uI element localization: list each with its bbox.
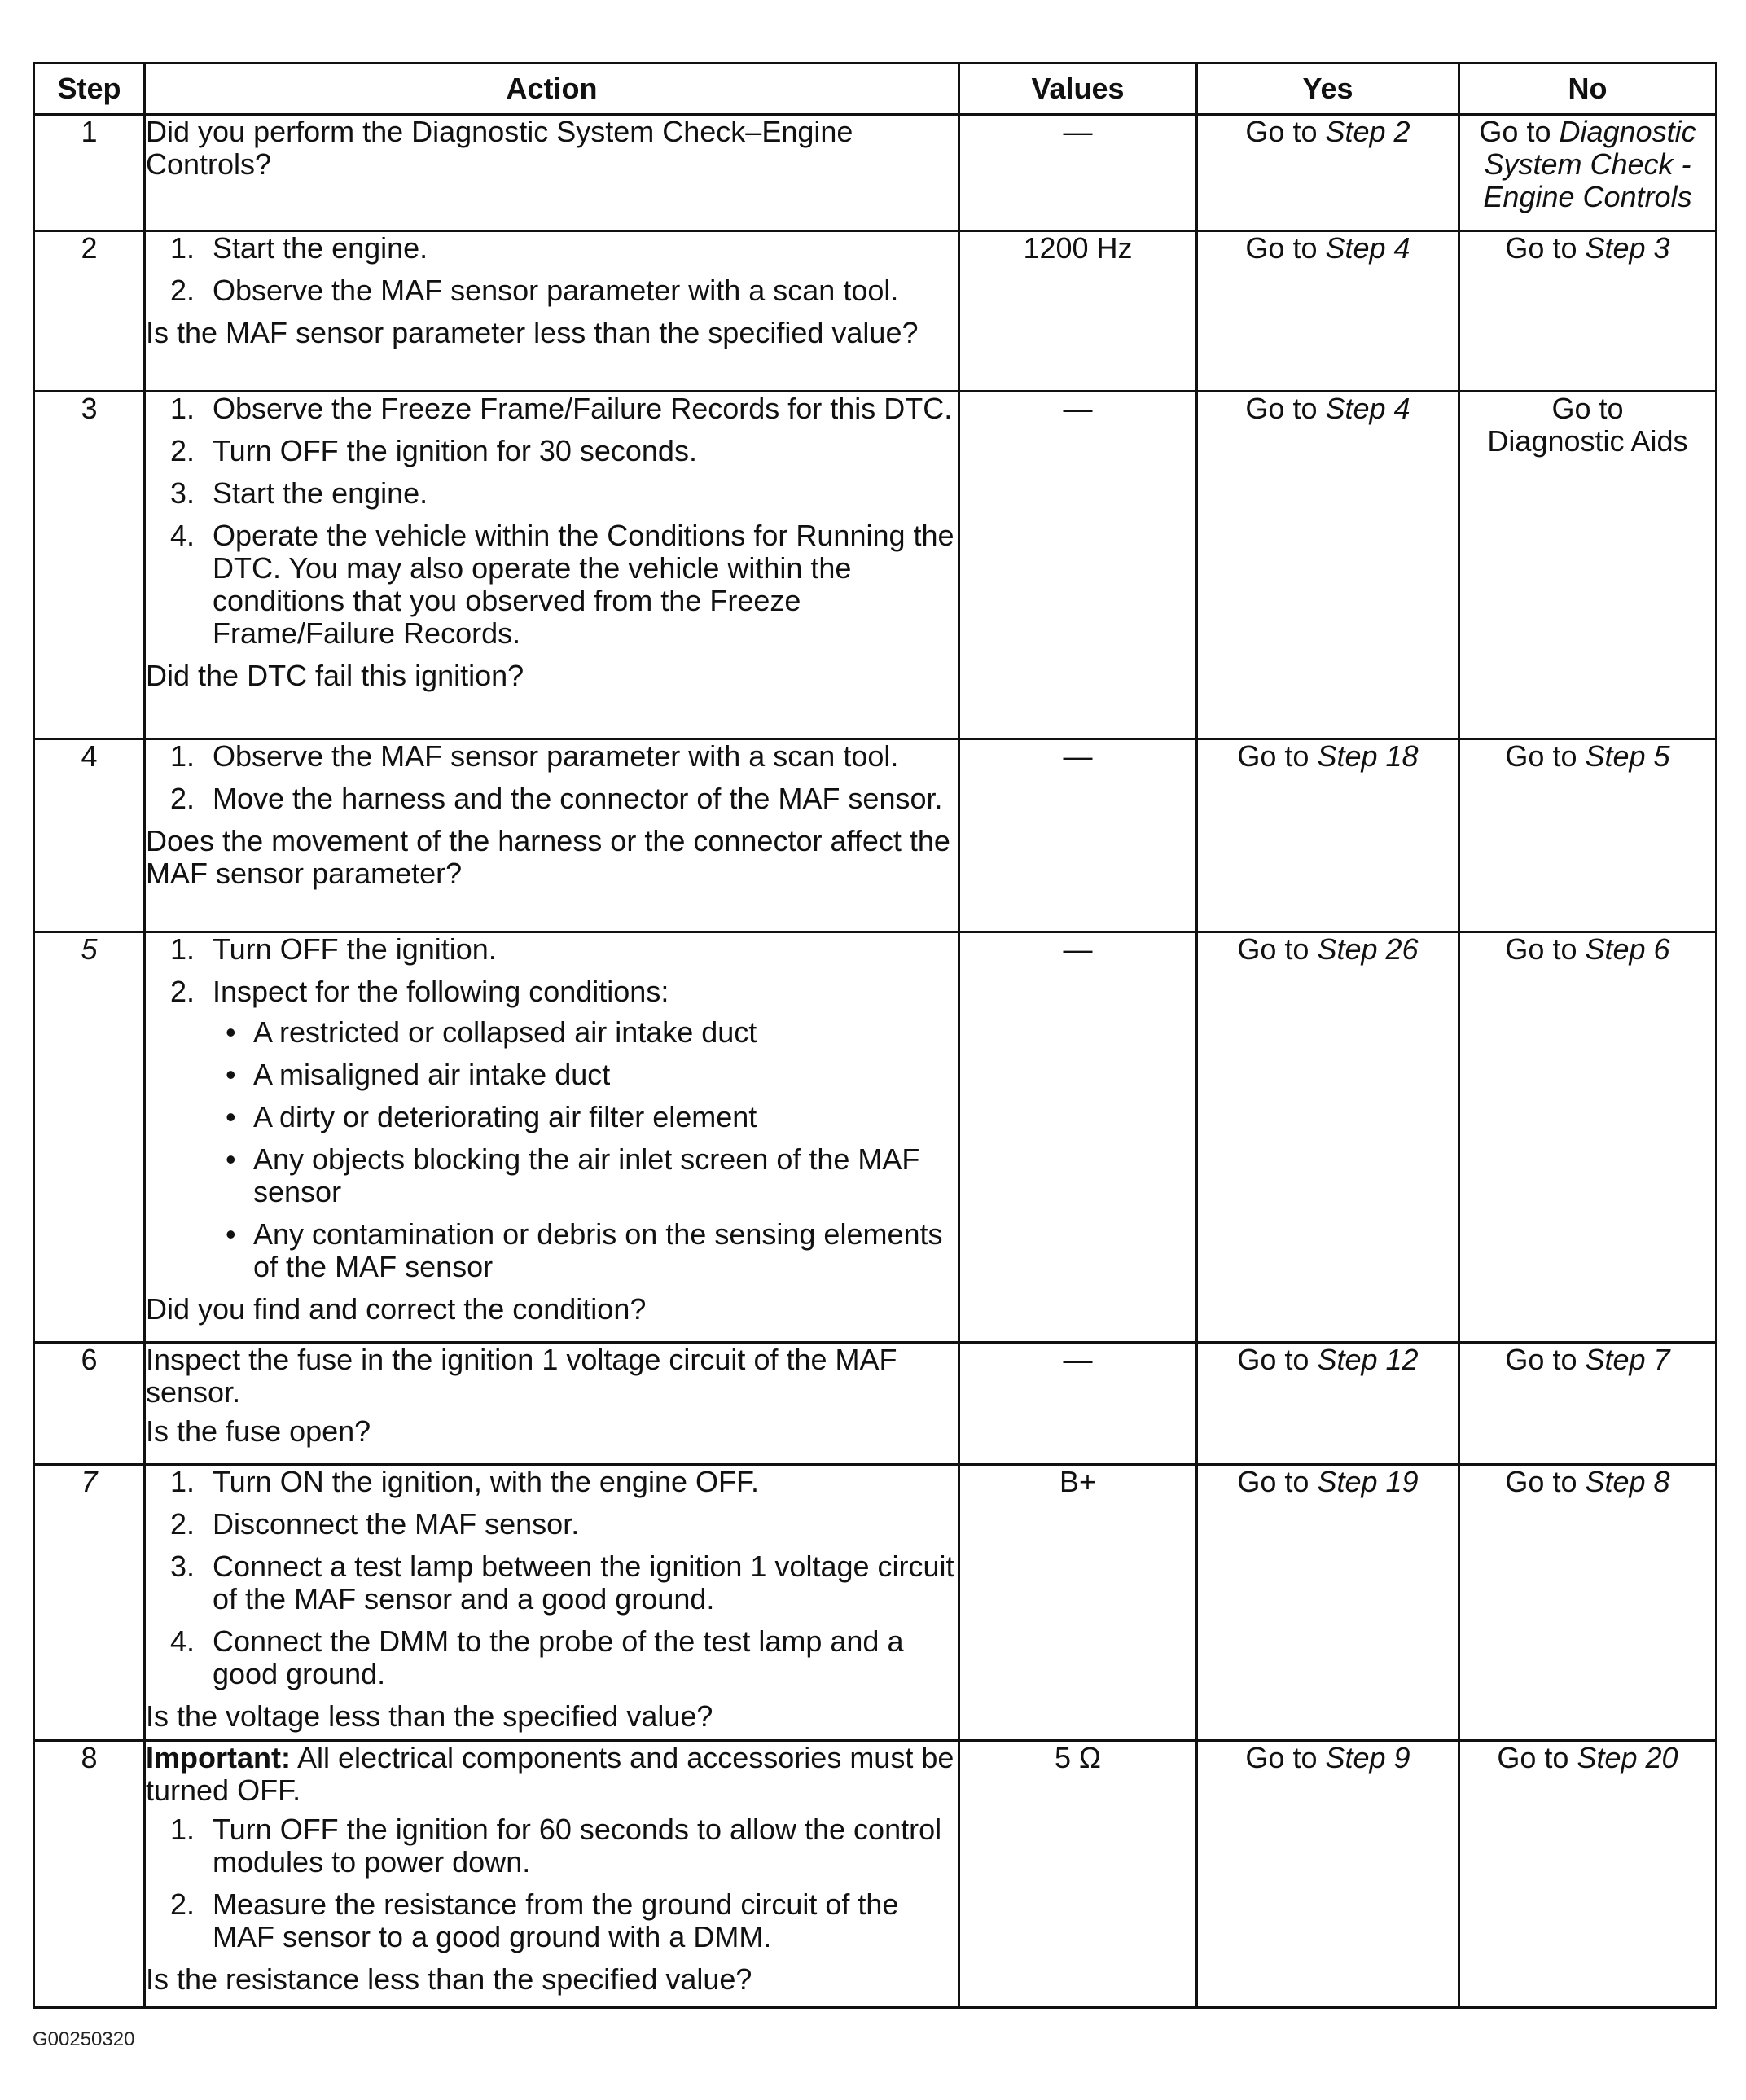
header-action: Action [145, 64, 959, 115]
action-step-text: Start the engine. [213, 476, 428, 510]
goto-target: Diagnostic System Check - Engine Controls [1483, 115, 1696, 213]
goto-target: Step 4 [1325, 231, 1410, 265]
action-step: 2. Inspect for the following conditions: • A restricted or collapsed air intake duct • A misaligned air intake duct • A dirty or deteriorating air filter element • Any objects blocking the air inlet screen of the MAF sensor • Any contamination or debris on the sensing elements of the MAF sensor [146, 975, 958, 1283]
goto-prefix: Go to [1505, 932, 1586, 966]
value-cell: — [959, 932, 1197, 1343]
diagnostic-table [33, 62, 1717, 2009]
yes-cell [1197, 1741, 1459, 2008]
goto-prefix: Go to [1479, 115, 1560, 148]
goto-prefix: Go to [1245, 392, 1326, 425]
action-step: 4. Operate the vehicle within the Conditions for Running the DTC. You may also operate the vehicle within the conditions that you observed from the Freeze Frame/Failure Records. [170, 519, 954, 650]
no-cell [1459, 231, 1717, 392]
action-intro: Did you perform the Diagnostic System Check–Engine Controls? [146, 115, 853, 181]
header-no: No [1459, 64, 1717, 115]
goto-prefix: Go to [1505, 1465, 1586, 1498]
goto-target: Diagnostic Aids [1487, 424, 1688, 458]
step-number: 8 [34, 1741, 145, 2008]
step-number: 7 [34, 1465, 145, 1741]
no-cell [1459, 115, 1717, 231]
action-question: Is the fuse open? [146, 1414, 371, 1448]
goto-prefix: Go to [1505, 1343, 1586, 1376]
value-cell: — [959, 1343, 1197, 1465]
table-row [34, 932, 1717, 1343]
action-step-text: Measure the resistance from the ground circuit of the MAF sensor to a good ground with a DMM. [213, 1887, 899, 1953]
important-text: All electrical components and accessories must be turned OFF. [146, 1741, 954, 1807]
action-cell [145, 1343, 959, 1465]
action-step-text: Connect the DMM to the probe of the test lamp and a good ground. [213, 1624, 904, 1690]
action-steps [146, 1813, 958, 1953]
goto-target: Step 9 [1325, 1741, 1410, 1774]
action-step-text: Turn OFF the ignition for 30 seconds. [213, 434, 697, 467]
action-question: Did you find and correct the condition? [146, 1292, 647, 1326]
action-intro: Inspect the fuse in the ignition 1 voltage circuit of the MAF sensor. [146, 1343, 897, 1409]
table-row [34, 392, 1717, 739]
action-step: 1. Start the engine. [170, 231, 428, 265]
no-cell [1459, 739, 1717, 932]
table-row [34, 231, 1717, 392]
action-step-text: Observe the MAF sensor parameter with a scan tool. [213, 274, 899, 307]
table-row [34, 739, 1717, 932]
no-cell [1459, 1741, 1717, 2008]
condition-list [213, 1016, 958, 1283]
goto-target: Step 12 [1317, 1343, 1419, 1376]
action-steps [146, 232, 958, 307]
header-yes: Yes [1197, 64, 1459, 115]
action-steps [146, 392, 958, 650]
step-number: 1 [34, 115, 145, 231]
action-question: Did the DTC fail this ignition? [146, 659, 524, 692]
action-step-text: Observe the MAF sensor parameter with a scan tool. [213, 739, 899, 773]
goto-prefix: Go to [1237, 1465, 1318, 1498]
condition-item: • Any contamination or debris on the sensing elements of the MAF sensor [213, 1218, 958, 1283]
value-cell: — [959, 115, 1197, 231]
goto-prefix: Go to [1237, 1343, 1318, 1376]
table-row [34, 1343, 1717, 1465]
header-values: Values [959, 64, 1197, 115]
action-step: 2. Move the harness and the connector of the MAF sensor. [170, 782, 943, 815]
action-question: Does the movement of the harness or the connector affect the MAF sensor parameter? [146, 824, 950, 890]
goto-target: Step 7 [1585, 1343, 1670, 1376]
important-label: Important: [146, 1741, 291, 1774]
action-step: 1. Turn OFF the ignition. [170, 932, 497, 966]
action-cell [145, 932, 959, 1343]
table-row [34, 115, 1717, 231]
action-steps [146, 740, 958, 815]
action-step-text: Move the harness and the connector of the MAF sensor. [213, 782, 943, 815]
goto-target: Step 4 [1325, 392, 1410, 425]
yes-cell [1197, 932, 1459, 1343]
condition-item: • A misaligned air intake duct [213, 1059, 958, 1091]
goto-prefix: Go to [1497, 1741, 1577, 1774]
action-step-text: Start the engine. [213, 231, 428, 265]
goto-prefix: Go to [1245, 231, 1326, 265]
goto-target: Step 8 [1585, 1465, 1670, 1498]
action-cell [145, 231, 959, 392]
value-cell: — [959, 392, 1197, 739]
goto-prefix: Go to [1551, 392, 1624, 425]
action-question: Is the voltage less than the specified value? [146, 1699, 713, 1733]
condition-item: • A dirty or deteriorating air filter element [213, 1101, 958, 1133]
value-cell: — [959, 739, 1197, 932]
action-step: 2. Turn OFF the ignition for 30 seconds. [170, 434, 697, 467]
goto-target: Step 6 [1585, 932, 1670, 966]
action-step: 3. Connect a test lamp between the ignition 1 voltage circuit of the MAF sensor and a good ground. [170, 1550, 954, 1616]
step-number: 2 [34, 231, 145, 392]
yes-cell [1197, 231, 1459, 392]
action-question: Is the MAF sensor parameter less than the specified value? [146, 316, 919, 349]
yes-cell [1197, 392, 1459, 739]
action-step: 1. Observe the MAF sensor parameter with a scan tool. [170, 739, 899, 773]
no-cell [1459, 1465, 1717, 1741]
action-cell [145, 1741, 959, 2008]
action-cell [145, 739, 959, 932]
action-step-text: Turn OFF the ignition for 60 seconds to allow the control modules to power down. [213, 1813, 942, 1879]
value-cell: 1200 Hz [959, 231, 1197, 392]
header-row [34, 64, 1717, 115]
step-number: 6 [34, 1343, 145, 1465]
step-number: 3 [34, 392, 145, 739]
action-step-text: Turn ON the ignition, with the engine OFF. [213, 1465, 759, 1498]
step-number: 4 [34, 739, 145, 932]
important-note [146, 1742, 958, 1807]
action-cell [145, 1465, 959, 1741]
condition-item: • Any objects blocking the air inlet screen of the MAF sensor [213, 1143, 958, 1208]
action-step-text: Connect a test lamp between the ignition 1 voltage circuit of the MAF sensor and a good ground. [213, 1550, 954, 1616]
action-step: 1. Turn OFF the ignition for 60 seconds to allow the control modules to power down. [170, 1813, 942, 1879]
action-step: 1. Turn ON the ignition, with the engine OFF. [170, 1465, 759, 1498]
action-step-text: Inspect for the following conditions: [213, 975, 669, 1008]
yes-cell [1197, 739, 1459, 932]
action-step-text: Disconnect the MAF sensor. [213, 1507, 580, 1541]
goto-target: Step 19 [1317, 1465, 1419, 1498]
yes-cell [1197, 1343, 1459, 1465]
action-steps [146, 933, 958, 1283]
action-step: 4. Connect the DMM to the probe of the test lamp and a good ground. [170, 1624, 904, 1690]
action-step-text: Observe the Freeze Frame/Failure Records for this DTC. [213, 392, 953, 425]
goto-prefix: Go to [1505, 739, 1586, 773]
header-step: Step [34, 64, 145, 115]
goto-prefix: Go to [1237, 739, 1318, 773]
no-cell [1459, 392, 1717, 739]
action-step: 2. Disconnect the MAF sensor. [170, 1507, 580, 1541]
goto-prefix: Go to [1245, 115, 1326, 148]
condition-item: • A restricted or collapsed air intake duct [213, 1016, 958, 1049]
goto-prefix: Go to [1245, 1741, 1326, 1774]
step-number: 5 [34, 932, 145, 1343]
goto-target: Step 26 [1317, 932, 1419, 966]
value-cell: 5 Ω [959, 1741, 1197, 2008]
goto-target: Step 5 [1585, 739, 1670, 773]
goto-target: Step 2 [1325, 115, 1410, 148]
goto-target: Step 20 [1577, 1741, 1678, 1774]
action-step: 3. Start the engine. [170, 476, 428, 510]
yes-cell [1197, 1465, 1459, 1741]
action-cell [145, 392, 959, 739]
table-row [34, 1741, 1717, 2008]
value-cell: B+ [959, 1465, 1197, 1741]
goto-target: Step 18 [1317, 739, 1419, 773]
no-cell [1459, 1343, 1717, 1465]
figure-id: G00250320 [33, 2028, 135, 2050]
action-step: 2. Measure the resistance from the ground circuit of the MAF sensor to a good ground with a DMM. [170, 1887, 899, 1953]
goto-prefix: Go to [1237, 932, 1318, 966]
action-step: 2. Observe the MAF sensor parameter with a scan tool. [170, 274, 899, 307]
goto-prefix: Go to [1505, 231, 1586, 265]
action-step-text: Turn OFF the ignition. [213, 932, 497, 966]
no-cell [1459, 932, 1717, 1343]
yes-cell [1197, 115, 1459, 231]
action-steps [146, 1466, 958, 1690]
action-cell [145, 115, 959, 231]
table-row [34, 1465, 1717, 1741]
goto-target: Step 3 [1585, 231, 1670, 265]
action-step: 1. Observe the Freeze Frame/Failure Records for this DTC. [170, 392, 953, 425]
action-question: Is the resistance less than the specified value? [146, 1962, 752, 1996]
action-step-text: Operate the vehicle within the Conditions for Running the DTC. You may also operate the vehicle within the conditions that you observed from the Freeze Frame/Failure Records. [213, 519, 954, 650]
